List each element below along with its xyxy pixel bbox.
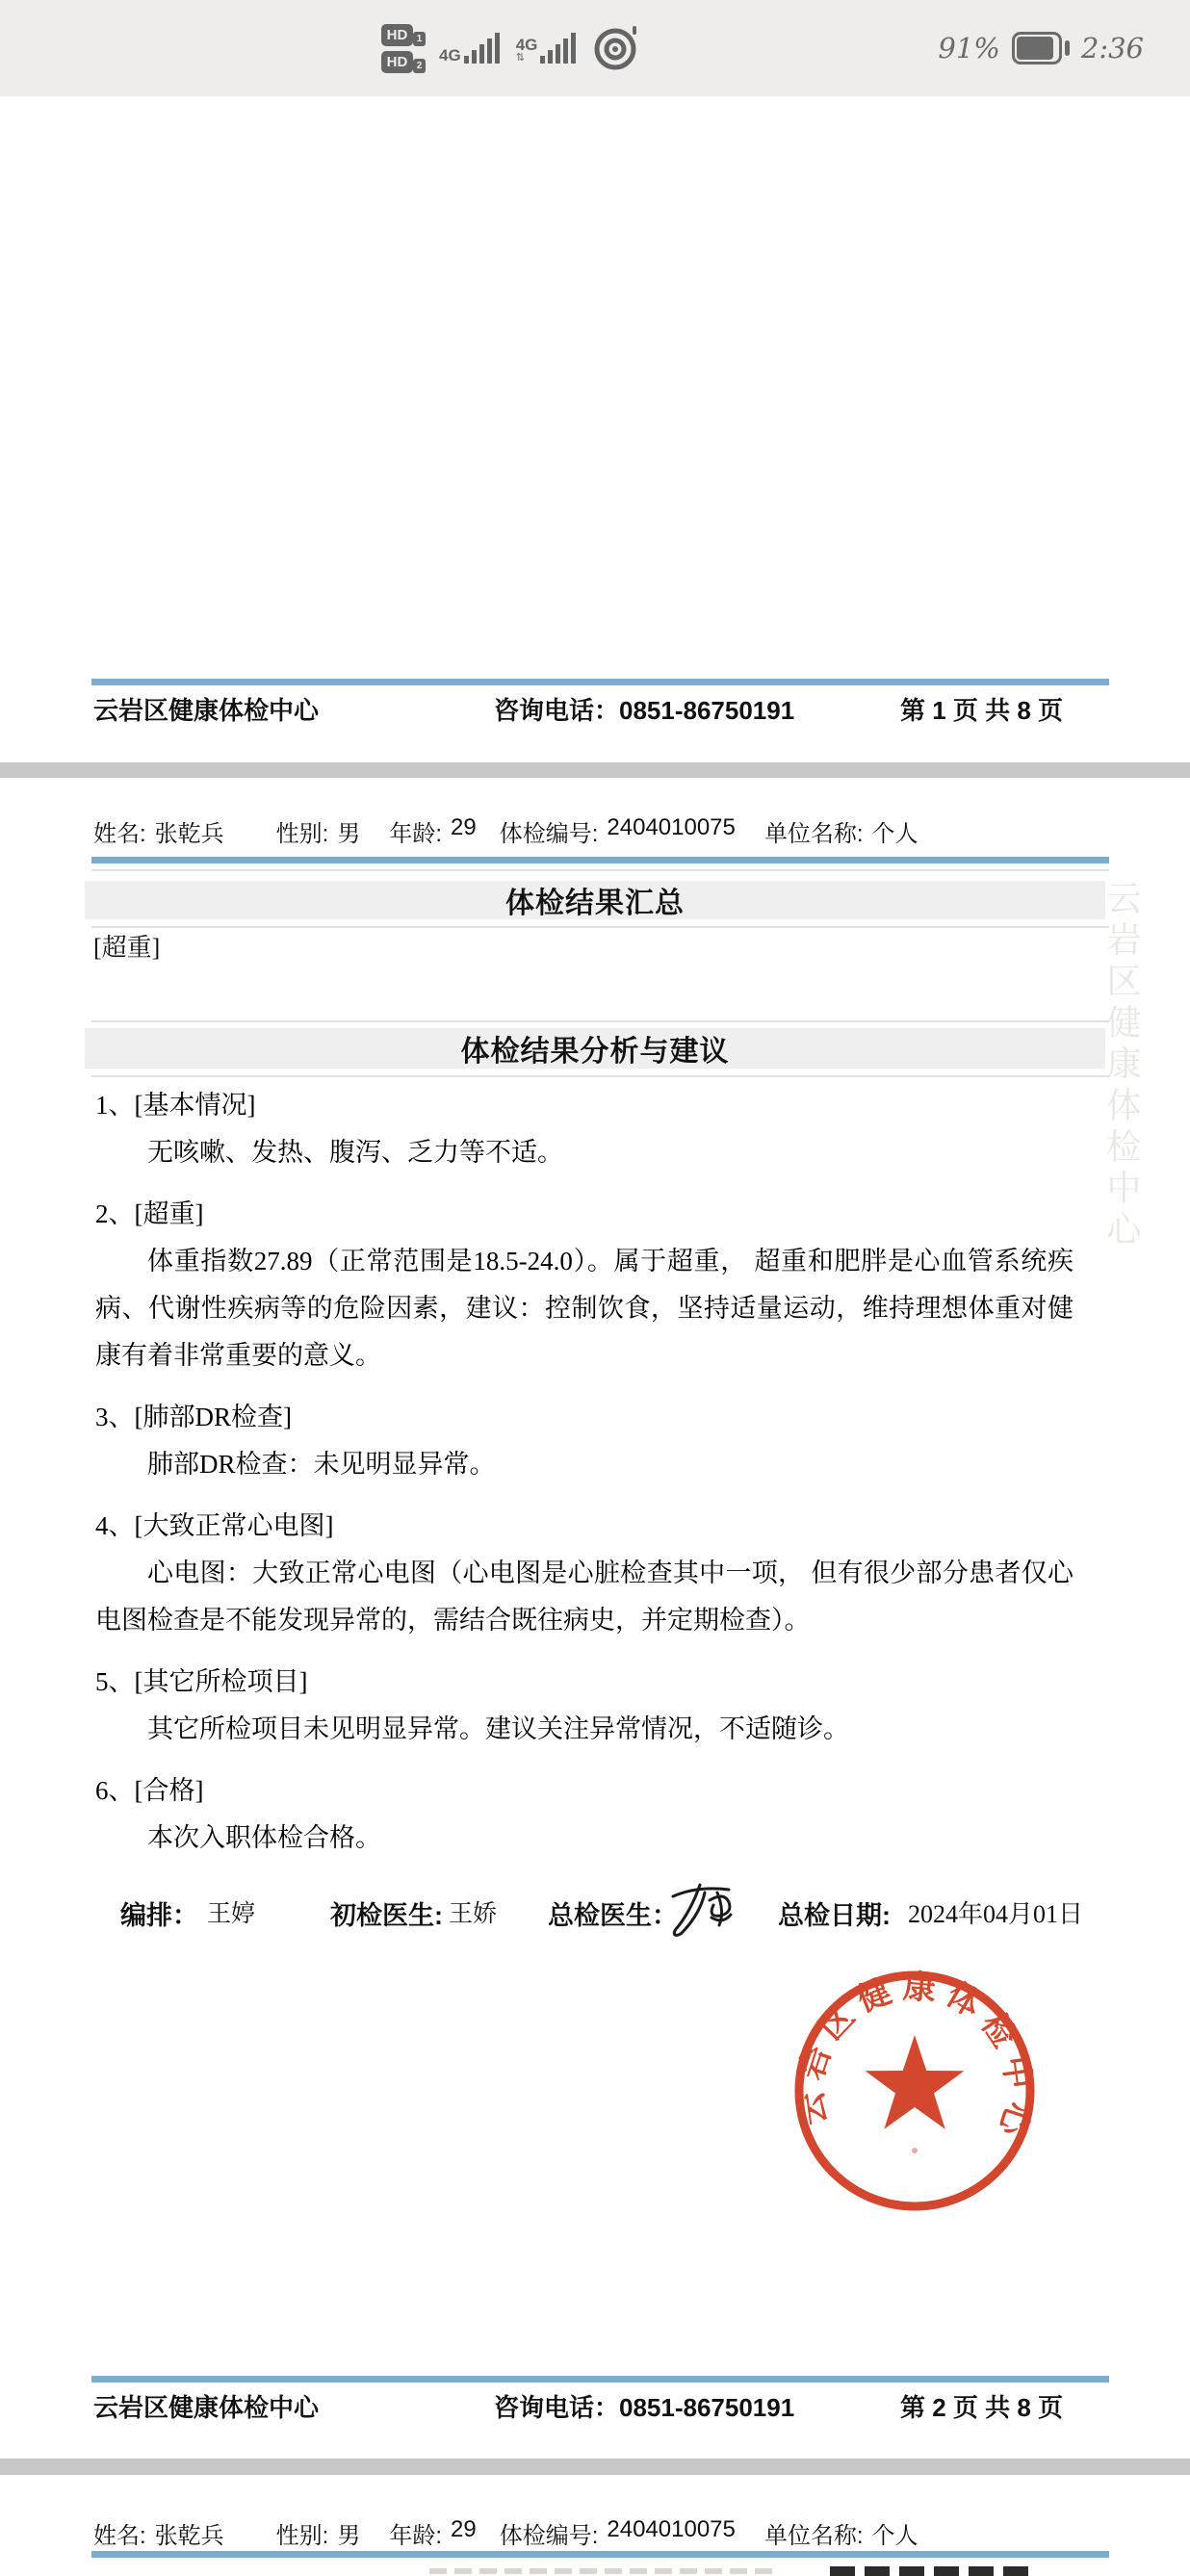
unit-label: 单位名称: <box>763 821 864 847</box>
exam-no-value: 2404010075 <box>607 2516 736 2542</box>
data-arrows-icon: ⇅ <box>515 52 524 64</box>
footer-phone: 咨询电话：0851-86750191 <box>494 696 795 725</box>
status-right-cluster <box>938 32 1144 64</box>
status-bar <box>0 0 1190 96</box>
patient-header-row <box>93 814 918 848</box>
analysis-items <box>95 1082 1074 1876</box>
thin-rule <box>91 869 1109 871</box>
thin-rule <box>91 1020 1109 1022</box>
page1-footer-rule <box>91 679 1109 685</box>
item-label: [其它所检项目] <box>134 1667 308 1696</box>
gender-value: 男 <box>337 2523 361 2549</box>
analysis-item-3 <box>95 1394 1074 1488</box>
patient-header-row <box>93 2516 918 2550</box>
item-number: 1、 <box>95 1091 135 1120</box>
signal-bars-sim2-icon <box>540 33 579 64</box>
editor-name: 王婷 <box>207 1901 256 1927</box>
signal-bars-sim1-icon <box>464 33 503 64</box>
clock: 2:36 <box>1080 32 1144 64</box>
hd-label: HD <box>381 51 413 73</box>
network-type-sim1: 4G <box>439 46 461 64</box>
page1-footer <box>91 691 1109 724</box>
battery-percent: 91% <box>938 32 1000 64</box>
item-label: [肺部DR检查] <box>134 1403 292 1431</box>
analysis-item-1 <box>95 1082 1074 1176</box>
page3-cutoff-row <box>0 2566 1190 2576</box>
page-separator <box>0 2459 1190 2475</box>
unit-value: 个人 <box>871 2523 918 2549</box>
stamp-star-icon <box>866 2035 965 2129</box>
page2-footer <box>91 2388 1109 2421</box>
analysis-title-bar <box>85 1028 1105 1069</box>
battery-icon <box>1012 32 1070 64</box>
thin-rule <box>91 926 1109 928</box>
summary-title: 体检结果汇总 <box>505 888 685 919</box>
page2-header-rule <box>91 857 1109 863</box>
analysis-item-2 <box>95 1191 1074 1379</box>
unit-value: 个人 <box>871 821 918 847</box>
sim1-number: 1 <box>413 32 426 46</box>
exam-no-value: 2404010075 <box>607 814 736 840</box>
page-separator <box>0 762 1190 778</box>
item-label: [合格] <box>134 1776 204 1805</box>
signal-sim1-icon <box>439 33 503 64</box>
network-type-sim2: 4G <box>515 36 538 54</box>
item-body: 其它所检项目未见明显异常。建议关注异常情况，不适随诊。 <box>147 1714 849 1743</box>
editor-label: 编排： <box>120 1901 198 1930</box>
footer-page-info: 第 2 页 共 8 页 <box>900 2393 1064 2422</box>
analysis-title: 体检结果分析与建议 <box>460 1036 730 1068</box>
hd-volte-sim1-icon <box>381 24 426 46</box>
thin-rule <box>91 1075 1109 1077</box>
exam-date-label: 总检日期: <box>778 1901 891 1930</box>
analysis-item-5 <box>95 1659 1074 1753</box>
hd-badges <box>381 24 426 73</box>
stamp-text: 云岩区健康体检中心 <box>791 1968 1038 2149</box>
exam-no-label: 体检编号: <box>499 821 599 847</box>
chief-doctor-label: 总检医生： <box>548 1901 678 1930</box>
summary-title-bar <box>85 881 1105 919</box>
analysis-item-6 <box>95 1767 1074 1862</box>
chief-doctor-signature <box>667 1881 742 1945</box>
item-label: [大致正常心电图] <box>134 1511 334 1540</box>
footer-page-info: 第 1 页 共 8 页 <box>900 696 1064 725</box>
gender-label: 性别: <box>275 2523 329 2549</box>
item-body: 肺部DR检查：未见明显异常。 <box>147 1450 496 1479</box>
name-value: 张乾兵 <box>154 821 224 847</box>
status-left-cluster <box>381 24 640 73</box>
watermark-text: 云岩区健康体检中心 <box>1102 880 1141 1252</box>
official-stamp <box>786 1962 1044 2220</box>
gender-value: 男 <box>337 821 361 847</box>
age-value: 29 <box>451 2516 477 2542</box>
age-label: 年龄: <box>389 821 443 847</box>
sim2-number: 2 <box>413 59 426 73</box>
item-number: 3、 <box>95 1403 135 1431</box>
first-doctor-label: 初检医生: <box>330 1901 443 1930</box>
first-doctor-name: 王娇 <box>449 1901 498 1927</box>
age-label: 年龄: <box>389 2523 443 2549</box>
exam-date-value: 2024年04月01日 <box>908 1900 1084 1928</box>
exam-no-label: 体检编号: <box>499 2523 599 2549</box>
footer-phone: 咨询电话：0851-86750191 <box>494 2393 795 2422</box>
signal-sim2-icon <box>516 33 580 64</box>
item-body: 本次入职体检合格。 <box>147 1823 381 1852</box>
page2-footer-rule <box>91 2376 1109 2383</box>
hotspot-icon <box>592 24 640 72</box>
unit-label: 单位名称: <box>763 2523 864 2549</box>
item-body: 无咳嗽、发热、腹泻、乏力等不适。 <box>147 1138 563 1167</box>
item-label: [基本情况] <box>134 1091 256 1120</box>
hd-volte-sim2-icon <box>381 51 426 73</box>
hd-label: HD <box>381 24 413 46</box>
item-number: 2、 <box>95 1199 135 1228</box>
page3-header-rule <box>91 2551 1109 2558</box>
name-label: 姓名: <box>93 2523 146 2549</box>
gender-label: 性别: <box>275 821 329 847</box>
item-body: 体重指数27.89（正常范围是18.5-24.0）。属于超重， 超重和肥胖是心血管系统疾病、代谢性疾病等的危险因素，建议：控制饮食，坚持适量运动，维持理想体重对健康有着非常重要的意义。 <box>95 1247 1074 1370</box>
item-label: [超重] <box>134 1199 204 1228</box>
name-label: 姓名: <box>93 821 146 847</box>
age-value: 29 <box>451 814 477 840</box>
summary-finding: [超重] <box>93 934 161 962</box>
item-number: 4、 <box>95 1511 135 1540</box>
footer-org-name: 云岩区健康体检中心 <box>93 2393 320 2422</box>
analysis-item-4 <box>95 1503 1074 1644</box>
item-number: 5、 <box>95 1667 135 1696</box>
item-number: 6、 <box>95 1776 135 1805</box>
name-value: 张乾兵 <box>154 2523 224 2549</box>
footer-org-name: 云岩区健康体检中心 <box>93 696 320 725</box>
item-body: 心电图：大致正常心电图（心电图是心脏检查其中一项， 但有很少部分患者仅心电图检查是不能发现异常的，需结合既往病史，并定期检查）。 <box>95 1558 1074 1635</box>
